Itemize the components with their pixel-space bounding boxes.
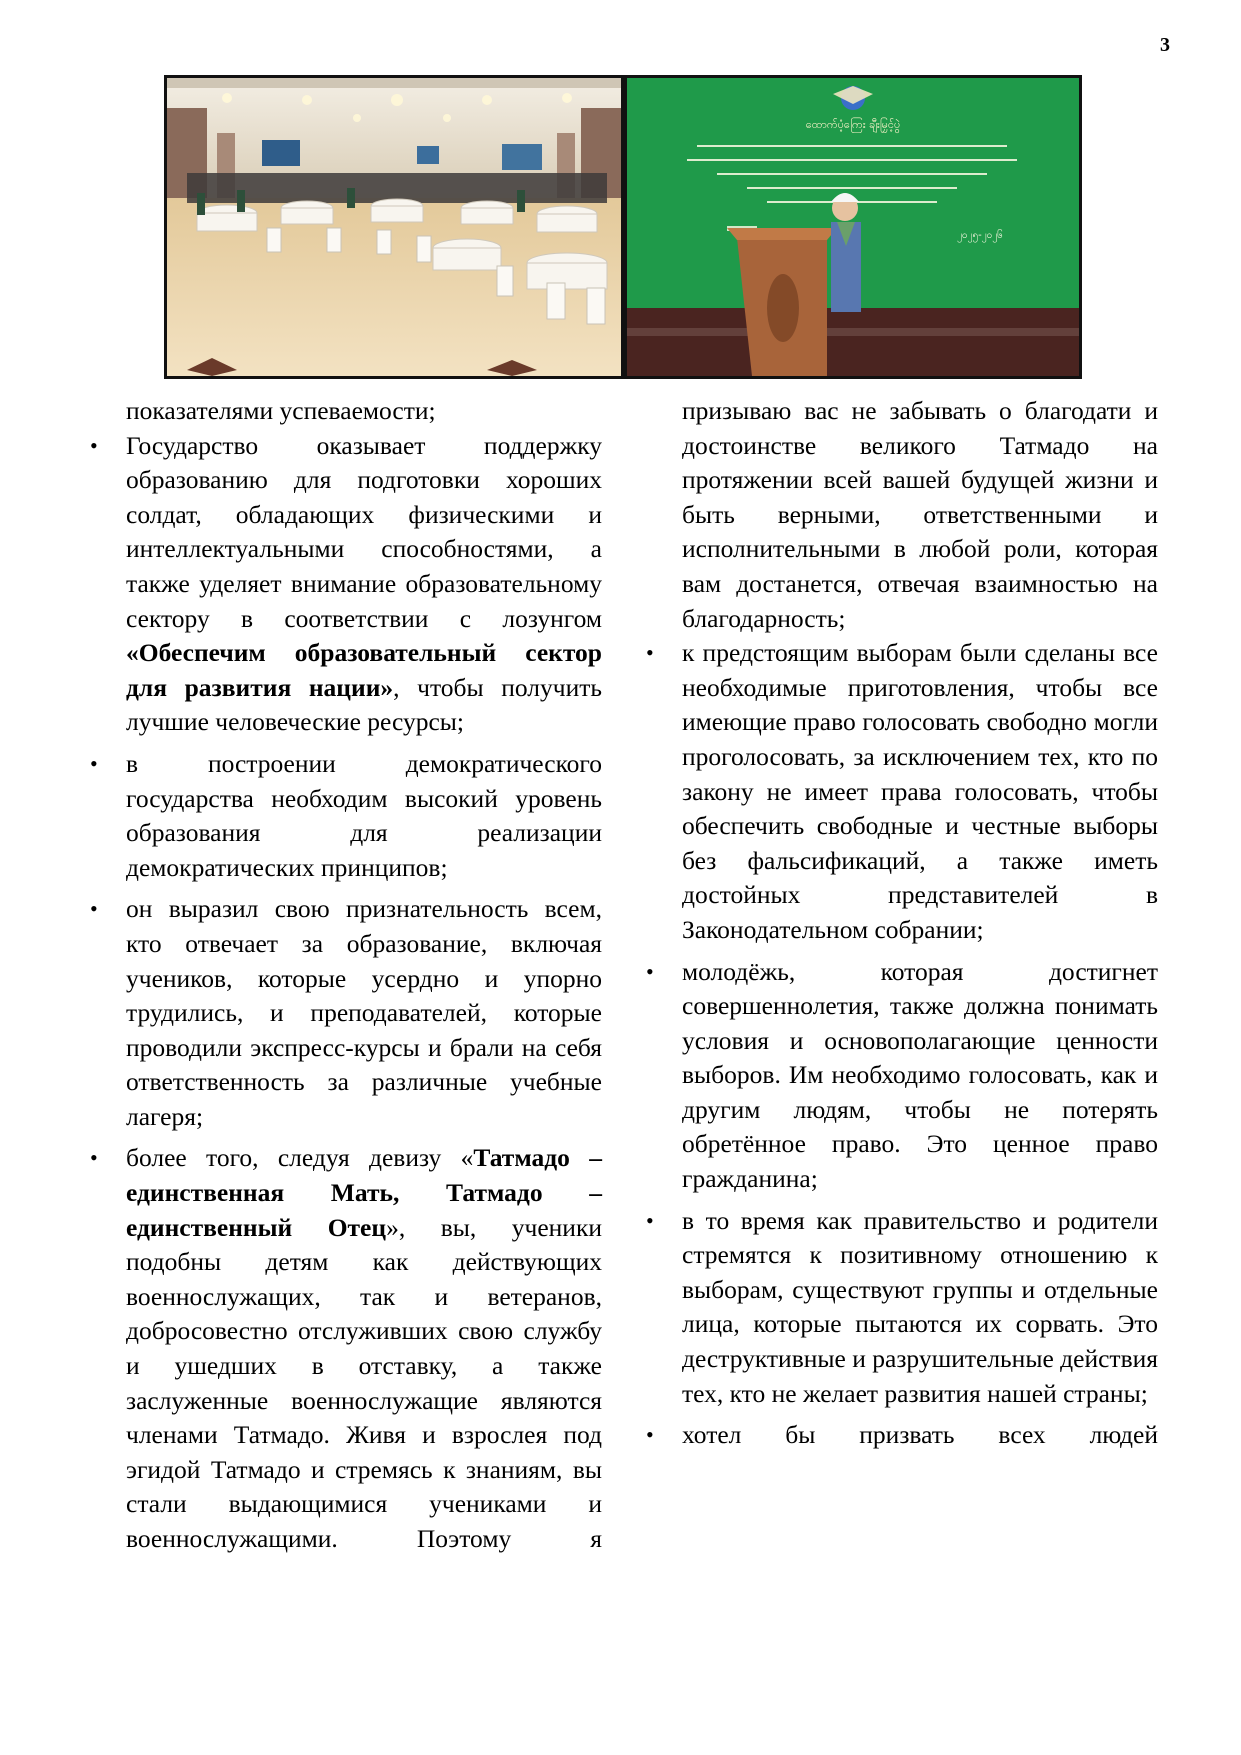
page-number: 3 bbox=[1160, 34, 1170, 56]
item-text: Государство оказывает поддержку образованию для подготовки хороших солдат, обладающих физическими и интеллектуальными способностями, а также уделяет внимание образовательному сектору в соответствии с лозунгом bbox=[126, 430, 602, 633]
bullet-item-youth bbox=[642, 955, 1158, 1197]
bullet-item-state-support bbox=[86, 429, 602, 740]
motto-text: Татмадо – единственная Мать, Татмадо – единственный Отец bbox=[126, 1143, 602, 1242]
speech-photo bbox=[624, 75, 1082, 379]
bullet-item-gratitude bbox=[86, 892, 602, 1134]
item-text: молодёжь, которая достигнет совершеннолетия, также должна понимать условия и основополагающие ценности выборов. Им необходимо голосовать, как и другим людям, чтобы не потерять обретённое право. Это ценное право гражданина; bbox=[682, 956, 1158, 1194]
item-text: более того, следуя девизу « bbox=[126, 1143, 474, 1173]
bullet-icon: • bbox=[90, 1145, 98, 1171]
bullet-icon: • bbox=[90, 896, 98, 922]
bullet-item-disruption bbox=[642, 1204, 1158, 1412]
item-text: , чтобы получить лучшие человеческие ресурсы; bbox=[126, 672, 602, 737]
left-continuation: показателями успеваемости; bbox=[126, 396, 436, 425]
bullet-icon: • bbox=[646, 958, 654, 984]
bullet-item-democratic-state bbox=[86, 747, 602, 885]
bullet-item-elections bbox=[642, 636, 1158, 947]
bullet-icon: • bbox=[646, 640, 654, 666]
left-text-column bbox=[86, 394, 602, 1557]
item-text: в построении демократического государства необходим высокий уровень образования для реализации демократических принципов; bbox=[126, 748, 602, 882]
item-text: », вы, ученики подобны детям как действующих военнослужащих, так и ветеранов, добросовестно отслуживших свою службу и ушедших в отставку, а также заслуженные военнослужащие являются членами Татмадо. Живя и взрослея под эгидой Татмадо и стремясь к знаниям, вы стали выдающимися учениками и военнослужащими. Поэтому я bbox=[126, 1212, 602, 1553]
bullet-item-motto bbox=[86, 1141, 602, 1556]
bullet-icon: • bbox=[646, 1422, 654, 1448]
item-text: хотел бы призвать всех людей bbox=[682, 1420, 1158, 1450]
screen-date: ၂၀၂၅-၂၀၂၆ bbox=[957, 230, 1003, 241]
slogan-text: «Обеспечим образовательный сектор для развития нации» bbox=[126, 638, 602, 702]
item-text: к предстоящим выборам были сделаны все необходимые приготовления, чтобы все имеющие право голосовать свободно могли проголосовать, за исключением тех, кто по закону не имеет права голосовать, чтобы обеспечить свободные и честные выборы без фальсификаций, а также иметь достойных представителей в Законодательном собрании; bbox=[682, 638, 1158, 944]
bullet-icon: • bbox=[646, 1207, 654, 1233]
bullet-icon: • bbox=[90, 750, 98, 776]
item-text: он выразил свою признательность всем, кто отвечает за образование, включая учеников, которые усердно и упорно трудились, и преподавателей, которые проводили экспресс-курсы и брали на себя ответственность за различные учебные лагеря; bbox=[126, 894, 602, 1131]
right-text-column bbox=[642, 394, 1158, 1453]
podium-speech-illustration bbox=[627, 78, 1079, 376]
banquet-hall-photo bbox=[164, 75, 624, 379]
right-continuation: призываю вас не забывать о благодати и достоинстве великого Татмадо на протяжении всей вашей будущей жизни и быть верными, ответственными и исполнительными в любой роли, которая вам достанется, отвечая взаимностью на благодарность; bbox=[682, 396, 1158, 633]
screen-title: ထောက်ပံ့ကြေး ချီးမြှင့်ပွဲ bbox=[805, 118, 901, 131]
bullet-icon: • bbox=[90, 432, 98, 458]
item-text: в то время как правительство и родители стремятся к позитивному отношению к выборам, существуют группы и отдельные лица, которые пытаются их сорвать. Это деструктивные и разрушительные действия тех, кто не желает развития нашей страны; bbox=[682, 1205, 1158, 1408]
bullet-item-appeal bbox=[642, 1418, 1158, 1453]
banquet-hall-illustration bbox=[167, 78, 621, 376]
